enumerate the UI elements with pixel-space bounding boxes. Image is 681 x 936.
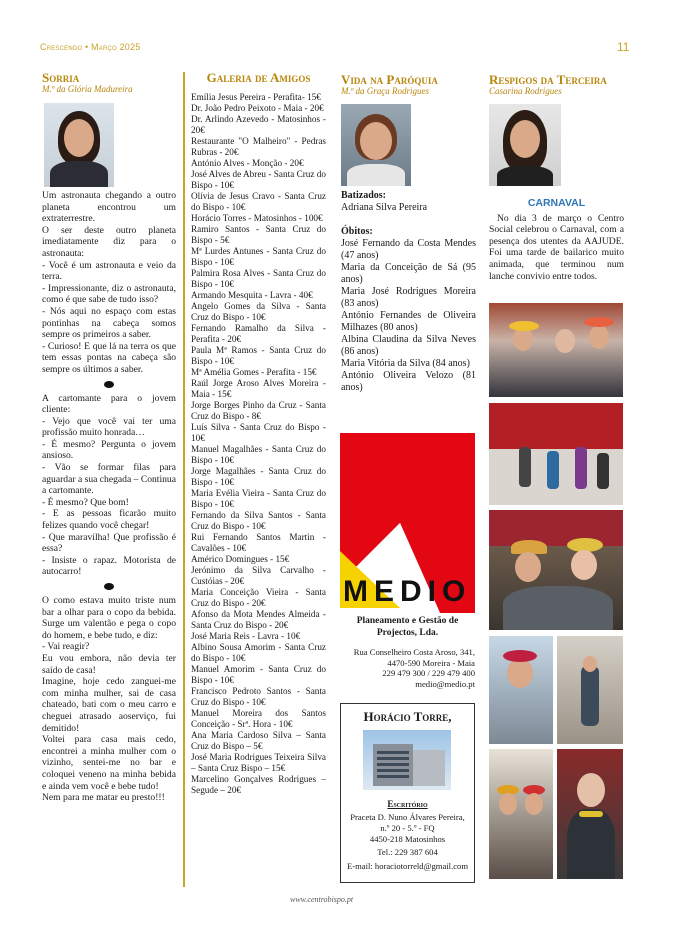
baptized-name: Adriana Silva Pereira — [341, 202, 428, 213]
galeria-item: Dr. João Pedro Peixoto - Maia - 20€ — [191, 102, 324, 113]
sorria-para: - E as pessoas ficarão muito felizes quando você chegar! — [42, 508, 176, 532]
horacio-contact — [345, 812, 470, 872]
death-entry: José Fernando da Costa Mendes (47 anos) — [341, 238, 476, 261]
paroquia-text — [341, 190, 476, 394]
galeria-item: Afonso da Mota Mendes Almeida - Santa Cruz do Bispo - 20€ — [191, 608, 326, 630]
respigos-author: Casarina Rodrigues — [489, 85, 562, 96]
horacio-ad — [340, 703, 475, 883]
respigos-author-photo — [489, 104, 561, 186]
deaths-label: Óbitos: — [341, 226, 373, 237]
sorria-para: - Insiste o rapaz. Motorista de autocarro! — [42, 554, 176, 578]
horacio-email[interactable]: E-mail: horaciotorreld@gmail.com — [346, 861, 469, 872]
medio-logo-text: MEDIO — [343, 575, 472, 608]
paroquia-author: M.ª da Graça Rodrigues — [341, 85, 429, 96]
galeria-item: Restaurante "O Malheiro" - Pedras Rubras - 20€ — [191, 135, 326, 157]
medio-info — [340, 616, 475, 689]
galeria-item: Manuel Amorim - Santa Cruz do Bispo - 10€ — [191, 663, 326, 685]
medio-phones: 229 479 300 / 229 479 400 — [382, 668, 475, 679]
sorria-author-photo — [44, 103, 114, 187]
sorria-para: Um astronauta chegando a outro planeta encontrou um extraterrestre. — [42, 190, 176, 225]
galeria-item: Manuel Magalhães - Santa Cruz do Bispo - 10€ — [191, 443, 326, 465]
galeria-item: Palmira Rosa Alves - Santa Cruz do Bispo - 10€ — [191, 267, 326, 289]
separator-dot — [104, 583, 114, 590]
carnaval-photo-3 — [489, 510, 623, 630]
death-entry: Maria Vitória da Silva (84 anos) — [341, 358, 470, 369]
medio-tagline: Planeamento e Gestão de Projectos, Lda. — [356, 616, 459, 638]
galeria-item: Manuel Moreira dos Santos Conceição - Srª. Hora - 10€ — [191, 707, 326, 729]
sorria-para: - É mesmo? Pergunta o jovem ansioso. — [42, 438, 176, 462]
sorria-para: O ser deste outro planeta imediatamente diz para o astronauta: — [42, 224, 176, 259]
sorria-para: - Vão se formar filas para aguardar a sua chegada – Continua a cartomante. — [42, 462, 176, 497]
galeria-item: Ana Maria Cardoso Silva – Santa Cruz do Bispo – 5€ — [191, 729, 326, 751]
sorria-para: Imagine, hoje cedo zanguei-me com minha mulher, sai de casa chateado, bati com o meu carro e cheguei atrasado aoserviço, fui demitido! — [42, 676, 176, 734]
galeria-item: Mª Amélia Gomes - Perafita - 15€ — [191, 366, 317, 377]
horacio-name: Horácio Torre, — [363, 709, 452, 724]
page-number: 11 — [617, 40, 630, 54]
carnaval-photo-4 — [489, 636, 553, 744]
sorria-para: A cartomante para o jovem cliente: — [42, 392, 176, 416]
galeria-item: José Maria Reis - Lavra - 10€ — [191, 630, 301, 641]
office-label: Escritório — [387, 799, 428, 809]
sorria-para: Voltei para casa mais cedo, encontrei a minha mulher com o vizinho, sentei-me no bar e coloquei veneno na minha bebida e ainda vem você e bebe tudo! — [42, 734, 176, 792]
sorria-para: - É mesmo? Que bom! — [42, 496, 129, 508]
sorria-para: Nem para me matar eu presto!!! — [42, 792, 165, 804]
carnaval-photo-2 — [489, 403, 623, 505]
medio-address: Rua Conselheiro Costa Aroso, 341, 4470-590 Moreira - Maia — [353, 647, 475, 668]
galeria-item: Jerónimo da Silva Carvalho - Custóias - 20€ — [191, 564, 326, 586]
respigos-title: Respigos da Terceira — [489, 72, 607, 87]
galeria-column — [191, 72, 326, 796]
sorria-para: - Você é um astronauta e veio da terra. — [42, 259, 176, 283]
sorria-para: - Vai reagir? — [42, 641, 90, 653]
horacio-city: 4450-218 Matosinhos — [369, 833, 446, 844]
death-entry: Albina Claudina da Silva Neves (86 anos) — [341, 334, 476, 357]
death-entry: Maria da Conceição de Sá (95 anos) — [341, 262, 476, 285]
galeria-item: Fernando Ramalho da Silva - Perafita - 20€ — [191, 322, 326, 344]
death-entry: Maria José Rodrigues Moreira (83 anos) — [341, 286, 476, 309]
galeria-title: Galeria de Amigos — [206, 70, 311, 85]
galeria-list — [191, 92, 326, 796]
medio-email[interactable]: medio@medio.pt — [415, 678, 475, 689]
sorria-para: - Vejo que você vai ter uma profissão muito honrada… — [42, 415, 176, 439]
sorria-para: - Impressionante, diz o astronauta, como é que sabe de tudo isso? — [42, 282, 176, 306]
death-entry: António Oliveira Velozo (81 anos) — [341, 370, 476, 393]
galeria-item: Angelo Gomes da Silva - Santa Cruz do Bispo - 10€ — [191, 300, 326, 322]
galeria-item: Mª Lurdes Antunes - Santa Cruz do Bispo - 10€ — [191, 245, 326, 267]
horacio-address: Praceta D. Nuno Álvares Pereira, n.º 20 - 5.º - FQ — [350, 812, 465, 833]
galeria-item: António Alves - Monção - 20€ — [191, 157, 304, 168]
sorria-para: O como estava muito triste num bar a olhar para o copo da bebida. Surge um valentão e pega o copo do homem, e bebe tudo, e diz: — [42, 595, 176, 641]
death-entry: António Fernandes de Oliveira Milhazes (80 anos) — [341, 310, 476, 333]
sorria-para: - Nós aqui no espaço com estas pontinhas na cabeça somos sempre os primeiros a saber. — [42, 305, 176, 341]
horacio-tel: Tel.: 229 387 604 — [377, 847, 438, 858]
building-photo — [363, 730, 451, 790]
sorria-para: - Curioso! E que lá na terra os que tem essas pontas na cabeça são sempre os últimos a saber. — [42, 340, 176, 375]
paroquia-title: Vida na Paróquia — [341, 72, 438, 87]
galeria-item: Marcelino Gonçalves Rodrigues – Segude – 20€ — [191, 773, 326, 795]
galeria-item: Fernando da Silva Santos - Santa Cruz do Bispo - 10€ — [191, 509, 326, 531]
galeria-item: José Alves de Abreu - Santa Cruz do Bispo - 10€ — [191, 168, 326, 190]
galeria-item: Horácio Torres - Matosinhos - 100€ — [191, 212, 323, 223]
sorria-title: Sorria — [42, 70, 80, 85]
sorria-para: - Que maravilha! Que profissão é essa? — [42, 531, 176, 555]
galeria-item: Olívia de Jesus Cravo - Santa Cruz do Bispo - 10€ — [191, 190, 326, 212]
galeria-item: Maria Conceição Vieira - Santa Cruz do Bispo - 20€ — [191, 586, 326, 608]
galeria-item: Paula Mª Ramos - Santa Cruz do Bispo - 10€ — [191, 344, 326, 366]
sorria-para: Eu vou embora, não devia ter saído de casa! — [42, 652, 176, 676]
galeria-item: José Maria Rodrigues Teixeira Silva – Santa Cruz Bispo – 15€ — [191, 751, 326, 773]
sorria-column — [42, 72, 176, 95]
respigos-column — [489, 74, 624, 97]
carnaval-photo-1 — [489, 303, 623, 397]
carnaval-photo-7 — [557, 749, 623, 879]
sorria-text — [42, 190, 176, 804]
carnaval-photo-5 — [557, 636, 623, 744]
galeria-item: Francisco Pedroto Santos - Santa Cruz do Bispo - 10€ — [191, 685, 326, 707]
carnaval-section — [489, 198, 624, 282]
separator-dot — [104, 381, 114, 388]
carnaval-heading: CARNAVAL — [527, 197, 586, 209]
carnaval-text: No dia 3 de março o Centro Social celebrou o Carnaval, com a pesença dos utentes da AAJUDE. Foi uma tarde de bailarico muito animada, que terminou num lanche convivio entre todos. — [489, 212, 624, 282]
galeria-item: Emília Jesus Pereira - Perafita- 15€ — [191, 91, 321, 102]
sorria-author: M.ª da Glória Madureira — [42, 83, 133, 94]
paroquia-column — [341, 74, 476, 97]
deaths-list — [341, 238, 476, 394]
galeria-item: Maria Evélia Vieira - Santa Cruz do Bispo - 10€ — [191, 487, 326, 509]
baptized-label: Batizados: — [341, 190, 386, 201]
galeria-item: Albino Sousa Amorim - Santa Cruz do Bispo - 10€ — [191, 641, 326, 663]
galeria-item: Dr. Arlindo Azevedo - Matosinhos - 20€ — [191, 113, 326, 135]
paroquia-author-photo — [341, 104, 411, 186]
galeria-item: Armando Mesquita - Lavra - 40€ — [191, 289, 313, 300]
galeria-item: Ramiro Santos - Santa Cruz do Bispo - 5€ — [191, 223, 326, 245]
galeria-item: Américo Domingues - 15€ — [191, 553, 290, 564]
galeria-item: Raúl Jorge Aroso Alves Moreira - Maia - 15€ — [191, 377, 326, 399]
galeria-item: Jorge Borges Pinho da Cruz - Santa Cruz do Bispo - 8€ — [191, 399, 326, 421]
galeria-item: Luís Silva - Santa Cruz do Bispo - 10€ — [191, 421, 326, 443]
footer-url[interactable]: www.centrobispo.pt — [290, 895, 354, 904]
issue-header: Crescendo • Março 2025 — [40, 42, 141, 52]
galeria-item: Jorge Magalhães - Santa Cruz do Bispo - 10€ — [191, 465, 326, 487]
column-divider — [183, 72, 185, 887]
medio-logo — [340, 433, 475, 613]
carnaval-photo-6 — [489, 749, 553, 879]
galeria-item: Rui Fernando Santos Martin - Cavalões - 10€ — [191, 531, 326, 553]
